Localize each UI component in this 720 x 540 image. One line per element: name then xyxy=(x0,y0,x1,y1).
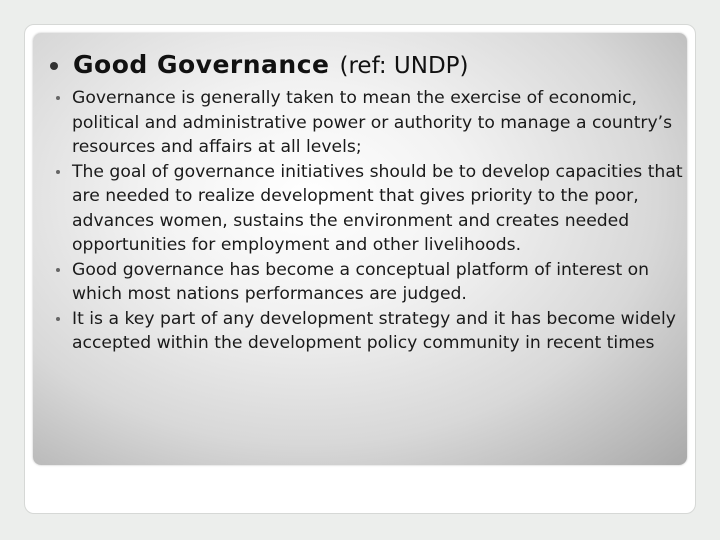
bullet-dot-icon xyxy=(56,268,60,272)
slide-title: Good Governance xyxy=(73,50,330,79)
bullet-dot-icon xyxy=(56,317,60,321)
bullet-dot-icon xyxy=(56,170,60,174)
bullet-item xyxy=(72,160,687,258)
bullet-list xyxy=(72,86,687,356)
bullet-text: Governance is generally taken to mean the exercise of economic, political and administrative power or authority to manage a country’s resources and affairs at all levels; xyxy=(72,88,673,157)
slide-title-row xyxy=(50,50,469,88)
slide-title-reference: (ref: UNDP) xyxy=(339,53,469,79)
bullet-item xyxy=(72,258,687,307)
bullet-text: The goal of governance initiatives should be to develop capacities that are needed to realize development that gives priority to the poor, advances women, sustains the environment and creates needed opportunities for employment and other livelihoods. xyxy=(72,161,683,255)
title-bullet-icon xyxy=(50,62,58,70)
bullet-item xyxy=(72,86,687,160)
bullet-item xyxy=(72,307,687,356)
bullet-dot-icon xyxy=(56,96,60,100)
bullet-text: It is a key part of any development strategy and it has become widely accepted within the development policy community in recent times xyxy=(72,308,676,353)
bullet-text: Good governance has become a conceptual platform of interest on which most nations performances are judged. xyxy=(72,259,650,304)
